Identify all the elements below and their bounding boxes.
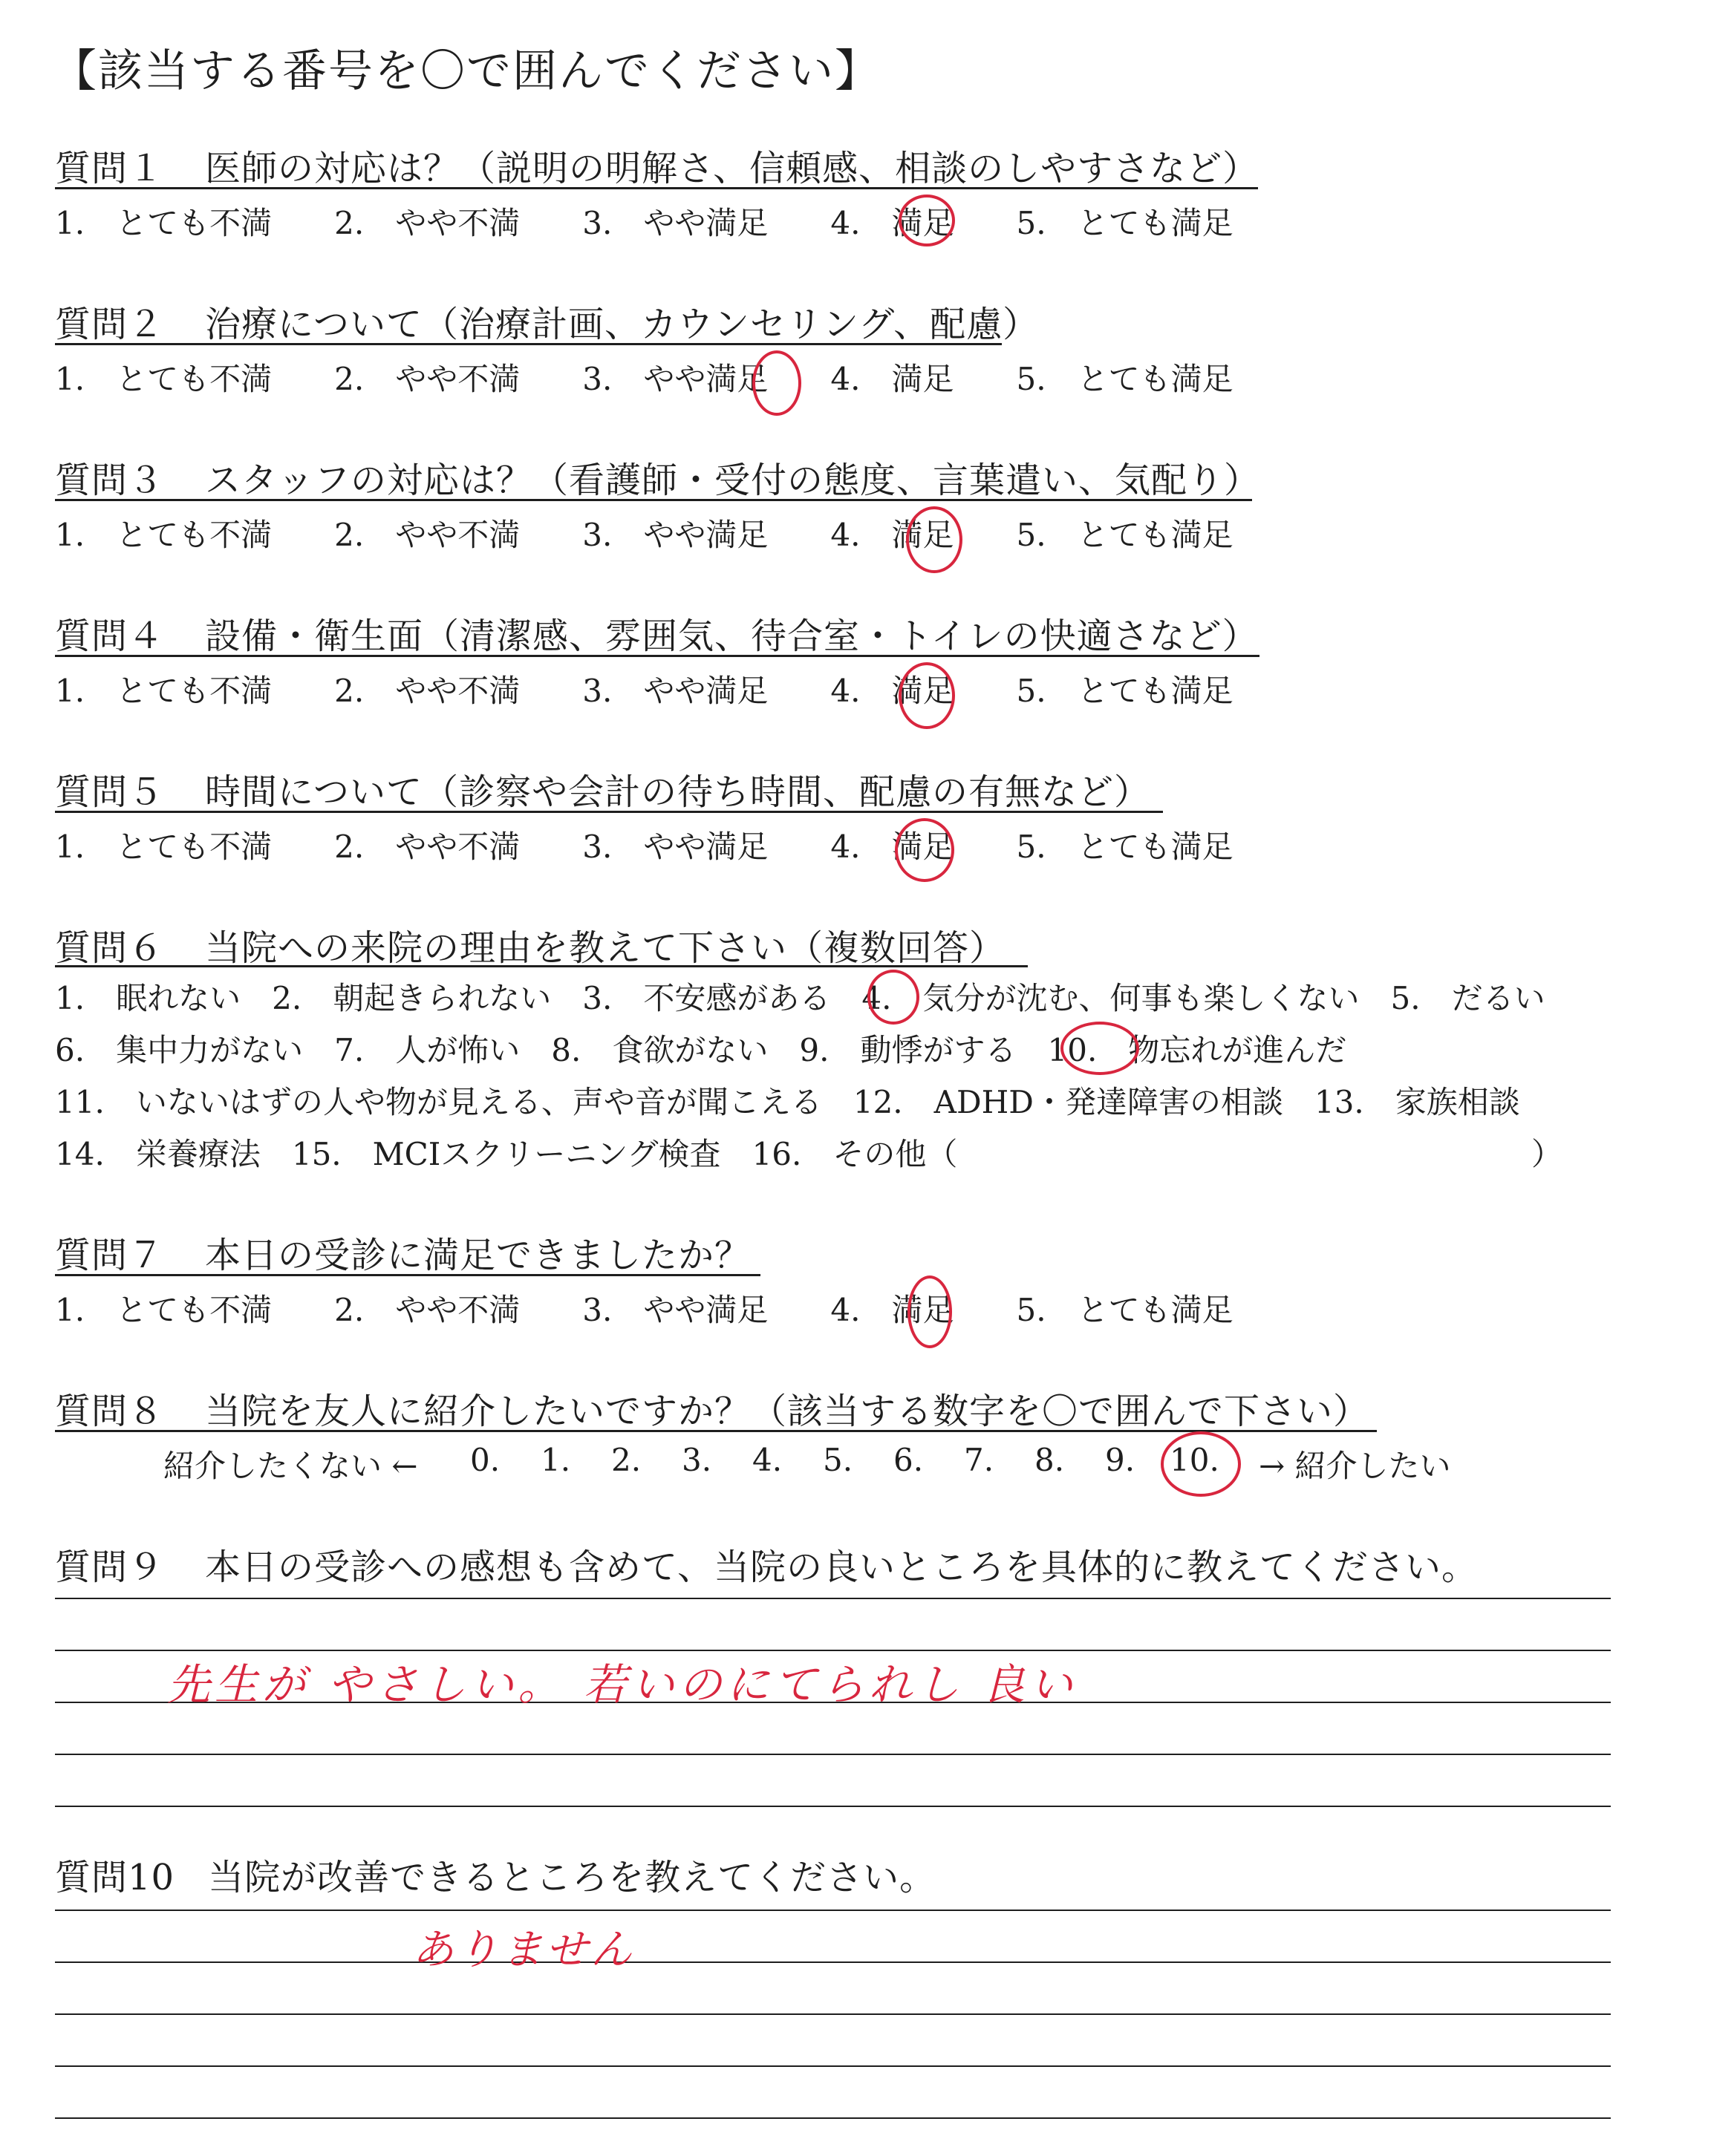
q7-selection-circle xyxy=(907,1275,952,1348)
q5-option-3-label: やや満足 xyxy=(643,829,769,865)
q6-option-2-number[interactable]: 2. xyxy=(272,980,302,1016)
q5-option-5-label: とても満足 xyxy=(1077,829,1233,865)
question-4-number: 質問４ xyxy=(55,615,165,657)
q1-option-4-number[interactable]: 4. xyxy=(830,205,861,241)
q10-writing-line-1 xyxy=(55,1910,1611,1911)
question-6-title xyxy=(55,919,1006,970)
q3-option-4-label: 満足 xyxy=(891,517,954,553)
q6-selection-circle-10 xyxy=(1060,1022,1139,1075)
q6-selection-circle-4 xyxy=(867,970,919,1025)
q3-option-4-number[interactable]: 4. xyxy=(830,517,861,553)
question-3-underline xyxy=(55,499,1252,501)
question-10-title xyxy=(55,1849,936,1900)
question-5-underline xyxy=(55,811,1163,813)
q8-scale-5[interactable]: 5. xyxy=(823,1442,853,1478)
q6-option-2-label: 朝起きられない xyxy=(333,980,552,1016)
q1-option-4-label: 満足 xyxy=(891,205,954,241)
q6-option-3-number[interactable]: 3. xyxy=(582,980,613,1016)
q7-option-4-label: 満足 xyxy=(891,1292,954,1328)
q8-scale-4[interactable]: 4. xyxy=(752,1442,783,1478)
q8-scale-10[interactable]: 10. xyxy=(1170,1442,1219,1478)
q6-option-15-number[interactable]: 15. xyxy=(291,1136,342,1172)
q3-option-1-label: とても不満 xyxy=(116,517,273,553)
q6-option-4-number[interactable]: 4. xyxy=(861,980,892,1016)
q6-other-close-paren: ） xyxy=(1531,1136,1563,1172)
question-8-number: 質問８ xyxy=(55,1391,165,1432)
q6-option-10-label: 物忘れが進んだ xyxy=(1128,1032,1347,1068)
q10-writing-line-2 xyxy=(55,1961,1611,1963)
q3-option-5-number[interactable]: 5. xyxy=(1016,517,1046,553)
q3-option-2-number[interactable]: 2. xyxy=(334,517,365,553)
question-10-text: 当院が改善できるところを教えてください。 xyxy=(208,1857,936,1898)
q8-scale-9[interactable]: 9. xyxy=(1105,1442,1135,1478)
q4-option-3-number[interactable]: 3. xyxy=(582,673,613,709)
q8-scale-8[interactable]: 8. xyxy=(1034,1442,1065,1478)
q4-selection-circle xyxy=(899,662,955,729)
q7-option-3-label: やや満足 xyxy=(643,1292,769,1328)
question-7-options xyxy=(55,1286,1233,1330)
q6-option-9-number[interactable]: 9. xyxy=(799,1032,830,1068)
q7-option-2-label: やや不満 xyxy=(395,1292,521,1328)
question-5-title xyxy=(55,763,1150,814)
q1-option-3-label: やや満足 xyxy=(643,205,769,241)
q5-selection-circle xyxy=(895,818,954,882)
question-9-title xyxy=(55,1538,1478,1590)
q4-option-2-label: やや不満 xyxy=(395,673,521,709)
question-5-text: 時間について（診察や会計の待ち時間、配慮の有無など） xyxy=(205,771,1151,813)
question-6-underline xyxy=(55,965,1028,967)
question-1-title xyxy=(55,140,1259,191)
question-2-underline xyxy=(55,343,1002,345)
q6-option-11-number[interactable]: 11. xyxy=(55,1084,105,1120)
question-1-number: 質問１ xyxy=(55,148,165,189)
q6-option-5-number[interactable]: 5. xyxy=(1390,980,1421,1016)
q5-option-4-label: 満足 xyxy=(891,829,954,865)
question-6-options-row-4 xyxy=(55,1130,957,1175)
q6-option-12-number[interactable]: 12. xyxy=(853,1084,903,1120)
question-7-underline xyxy=(55,1274,760,1276)
q6-option-11-label: いないはずの人や物が見える、声や音が聞こえる xyxy=(135,1084,822,1120)
q7-option-1-number[interactable]: 1. xyxy=(55,1292,85,1328)
q9-handwritten-answer[interactable]: 先生が やさしい。 若いのにてられし 良い xyxy=(167,1659,1078,1710)
q6-option-10-number[interactable]: 10. xyxy=(1047,1032,1098,1068)
q6-option-4-label: 気分が沈む、何事も楽しくない xyxy=(922,980,1360,1016)
q6-option-6-label: 集中力がない xyxy=(116,1032,304,1068)
q6-option-13-label: 家族相談 xyxy=(1395,1084,1520,1120)
q4-option-1-label: とても不満 xyxy=(116,673,273,709)
q6-option-7-label: 人が怖い xyxy=(395,1032,521,1068)
q2-option-4-label: 満足 xyxy=(891,361,954,397)
q6-option-1-label: 眠れない xyxy=(116,980,241,1016)
q2-option-1-number[interactable]: 1. xyxy=(55,361,85,397)
q5-option-3-number[interactable]: 3. xyxy=(582,829,613,865)
question-7-text: 本日の受診に満足できましたか？ xyxy=(205,1235,752,1276)
question-3-number: 質問３ xyxy=(55,460,165,501)
question-8-title xyxy=(55,1382,1369,1434)
question-1-text: 医師の対応は？（説明の明解さ、信頼感、相談のしやすさなど） xyxy=(205,148,1259,189)
q4-option-5-number[interactable]: 5. xyxy=(1016,673,1046,709)
q8-scale-6[interactable]: 6. xyxy=(893,1442,924,1478)
question-6-options-row-3 xyxy=(55,1078,1520,1123)
question-6-options-row-1 xyxy=(55,974,1545,1019)
question-1-underline xyxy=(55,187,1258,189)
question-2-text: 治療について（治療計画、カウンセリング、配慮） xyxy=(205,304,1040,345)
q7-option-1-label: とても不満 xyxy=(116,1292,273,1328)
q6-option-9-label: 動悸がする xyxy=(860,1032,1017,1068)
question-9-number: 質問９ xyxy=(55,1546,165,1588)
q8-left-label: 紹介したくない ← xyxy=(163,1448,418,1484)
q3-option-2-label: やや不満 xyxy=(395,517,521,553)
question-5-options xyxy=(55,823,1233,867)
question-4-title xyxy=(55,607,1259,659)
question-5-number: 質問５ xyxy=(55,771,165,813)
q6-option-16-number[interactable]: 16. xyxy=(752,1136,802,1172)
q10-writing-line-5 xyxy=(55,2117,1611,2119)
q1-option-3-number[interactable]: 3. xyxy=(582,205,613,241)
q2-option-5-number[interactable]: 5. xyxy=(1016,361,1046,397)
q4-option-1-number[interactable]: 1. xyxy=(55,673,85,709)
q9-writing-line-1 xyxy=(55,1598,1611,1599)
q6-option-13-number[interactable]: 13. xyxy=(1314,1084,1364,1120)
q2-option-2-number[interactable]: 2. xyxy=(334,361,365,397)
q1-option-5-number[interactable]: 5. xyxy=(1016,205,1046,241)
question-8-text: 当院を友人に紹介したいですか？（該当する数字を〇で囲んで下さい） xyxy=(205,1391,1370,1432)
q10-writing-line-4 xyxy=(55,2065,1611,2067)
q4-option-2-number[interactable]: 2. xyxy=(334,673,365,709)
q2-option-5-label: とても満足 xyxy=(1077,361,1233,397)
q6-option-7-number[interactable]: 7. xyxy=(334,1032,365,1068)
q2-option-4-number[interactable]: 4. xyxy=(830,361,861,397)
q1-option-1-number[interactable]: 1. xyxy=(55,205,85,241)
question-7-number: 質問７ xyxy=(55,1235,165,1276)
q2-option-3-number[interactable]: 3. xyxy=(582,361,613,397)
q5-option-4-number[interactable]: 4. xyxy=(830,829,861,865)
q3-selection-circle xyxy=(906,506,962,573)
q5-option-2-label: やや不満 xyxy=(395,829,521,865)
q4-option-5-label: とても満足 xyxy=(1077,673,1233,709)
question-1-options xyxy=(55,199,1233,244)
q3-option-5-label: とても満足 xyxy=(1077,517,1233,553)
q10-handwritten-answer[interactable]: ありません xyxy=(412,1926,635,1974)
q1-selection-circle xyxy=(899,195,955,246)
q6-option-16-label: その他（ xyxy=(832,1136,958,1172)
q6-option-15-label: MCIスクリーニング検査 xyxy=(372,1136,721,1172)
q6-option-6-number[interactable]: 6. xyxy=(55,1032,85,1068)
q2-option-1-label: とても不満 xyxy=(116,361,273,397)
question-6-options-row-2 xyxy=(55,1026,1346,1071)
q4-option-4-number[interactable]: 4. xyxy=(830,673,861,709)
q1-option-5-label: とても満足 xyxy=(1077,205,1233,241)
question-9-text: 本日の受診への感想も含めて、当院の良いところを具体的に教えてください。 xyxy=(205,1546,1479,1588)
q6-option-5-label: だるい xyxy=(1451,980,1545,1016)
q5-option-2-number[interactable]: 2. xyxy=(334,829,365,865)
q6-option-3-label: 不安感がある xyxy=(643,980,831,1016)
q5-option-5-number[interactable]: 5. xyxy=(1016,829,1046,865)
q1-option-2-label: やや不満 xyxy=(395,205,521,241)
q4-option-4-label: 満足 xyxy=(891,673,954,709)
q9-writing-line-5 xyxy=(55,1806,1611,1807)
q8-selection-circle xyxy=(1161,1431,1241,1497)
question-2-title xyxy=(55,295,1039,347)
q8-scale-2[interactable]: 2. xyxy=(611,1442,642,1478)
question-6-number: 質問６ xyxy=(55,927,165,969)
q7-option-5-number[interactable]: 5. xyxy=(1016,1292,1046,1328)
q7-option-5-label: とても満足 xyxy=(1077,1292,1233,1328)
question-3-text: スタッフの対応は？（看護師・受付の態度、言葉遣い、気配り） xyxy=(205,460,1261,501)
q7-option-3-number[interactable]: 3. xyxy=(582,1292,613,1328)
q7-option-4-number[interactable]: 4. xyxy=(830,1292,861,1328)
question-7-title xyxy=(55,1226,751,1278)
question-2-number: 質問２ xyxy=(55,304,165,345)
q3-option-3-number[interactable]: 3. xyxy=(582,517,613,553)
question-3-options xyxy=(55,511,1233,555)
q6-option-14-label: 栄養療法 xyxy=(135,1136,261,1172)
question-4-underline xyxy=(55,655,1259,657)
question-4-options xyxy=(55,667,1233,711)
form-title: 【該当する番号を〇で囲んでください】 xyxy=(52,45,881,97)
question-8-underline xyxy=(55,1430,1377,1432)
q8-right-label: → 紹介したい xyxy=(1259,1448,1451,1484)
q10-writing-line-3 xyxy=(55,2013,1611,2015)
question-2-options xyxy=(55,355,1233,399)
q1-option-1-label: とても不満 xyxy=(116,205,273,241)
q6-option-8-label: 食欲がない xyxy=(612,1032,769,1068)
q2-option-2-label: やや不満 xyxy=(395,361,521,397)
question-4-text: 設備・衛生面（清潔感、雰囲気、待合室・トイレの快適さなど） xyxy=(205,615,1259,657)
q3-option-3-label: やや満足 xyxy=(643,517,769,553)
q5-option-1-number[interactable]: 1. xyxy=(55,829,85,865)
q3-option-1-number[interactable]: 1. xyxy=(55,517,85,553)
q8-scale-3[interactable]: 3. xyxy=(682,1442,712,1478)
q4-option-3-label: やや満足 xyxy=(643,673,769,709)
q6-option-1-number[interactable]: 1. xyxy=(55,980,85,1016)
question-6-text: 当院への来院の理由を教えて下さい（複数回答） xyxy=(205,927,1006,969)
q2-selection-circle xyxy=(752,350,801,416)
q6-option-14-number[interactable]: 14. xyxy=(55,1136,105,1172)
q8-scale-1[interactable]: 1. xyxy=(541,1442,571,1478)
q2-option-3-label: やや満足 xyxy=(643,361,769,397)
q9-writing-line-4 xyxy=(55,1754,1611,1755)
q6-option-12-label: ADHD・発達障害の相談 xyxy=(933,1084,1283,1120)
question-3-title xyxy=(55,451,1260,503)
question-10-number: 質問10 xyxy=(55,1857,175,1898)
q1-option-2-number[interactable]: 2. xyxy=(334,205,365,241)
q6-option-8-number[interactable]: 8. xyxy=(551,1032,581,1068)
q8-scale-7[interactable]: 7. xyxy=(964,1442,994,1478)
q8-scale-0[interactable]: 0. xyxy=(470,1442,501,1478)
q7-option-2-number[interactable]: 2. xyxy=(334,1292,365,1328)
q5-option-1-label: とても不満 xyxy=(116,829,273,865)
